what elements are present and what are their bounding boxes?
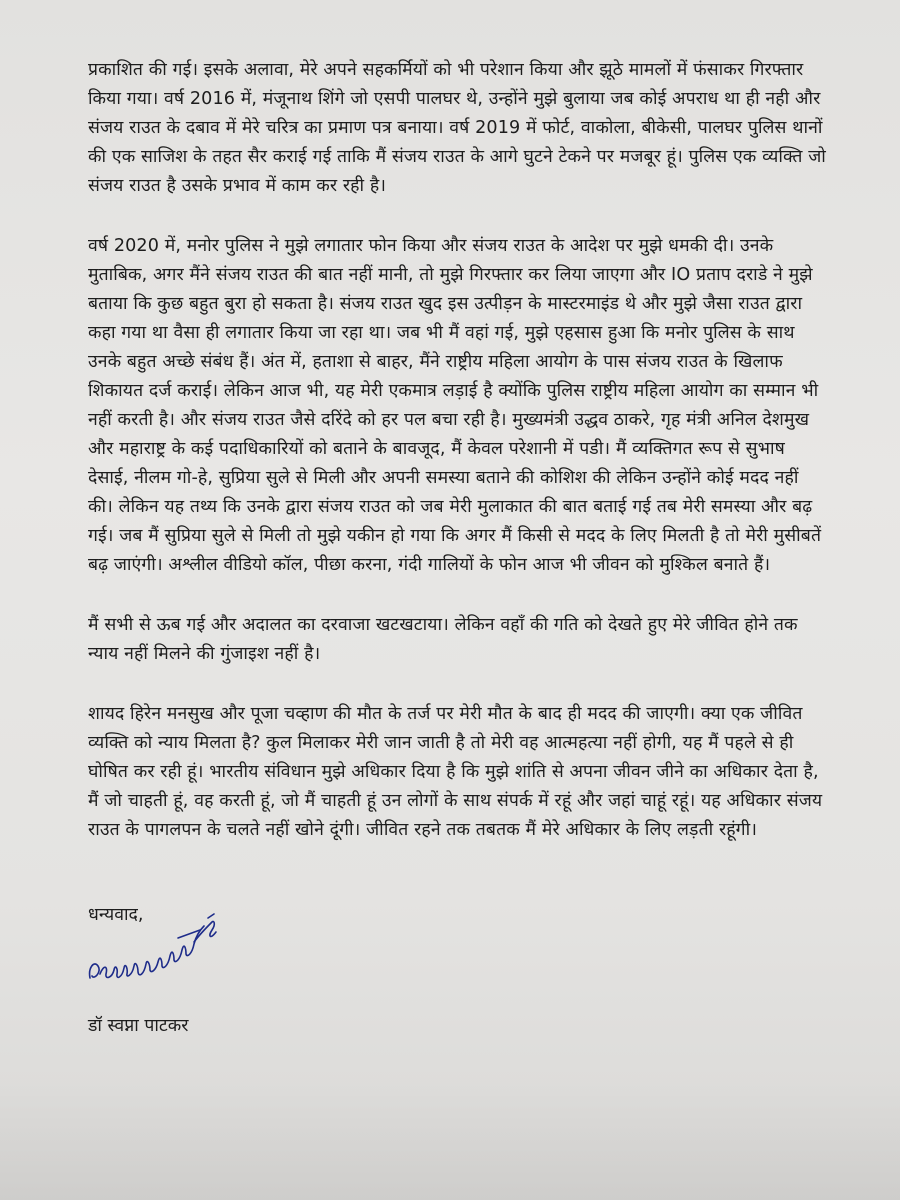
paper-shadow xyxy=(0,1080,900,1200)
signer-name: डॉ स्वप्ना पाटकर xyxy=(88,1016,189,1036)
paragraph-2: वर्ष 2020 में, मनोर पुलिस ने मुझे लगातार फोन किया और संजय राउत के आदेश पर मुझे धमकी दी। उनके मुताबिक, अगर मैंने संजय राउत की बात नहीं मानी, तो मुझे गिरफ्तार कर लिया जाएगा और IO प्रताप दराडे ने मुझे बताया कि कुछ बहुत बुरा हो सकता है। संजय राउत खुद इस उत्पीड़न के मास्टरमाइंड थे और मुझे जैसा राउत द्वारा कहा गया था वैसा ही लगातार किया जा रहा था। जब भी मैं वहां गई, मुझे एहसास हुआ कि मनोर पुलिस के साथ उनके बहुत अच्छे संबंध हैं। अंत में, हताशा से बाहर, मैंने राष्ट्रीय महिला आयोग के पास संजय राउत के खिलाफ शिकायत दर्ज कराई। लेकिन आज भी, यह मेरी एकमात्र लड़ाई है क्योंकि पुलिस राष्ट्रीय महिला आयोग का सम्मान भी नहीं करती है। और संजय राउत जैसे दरिंदे को हर पल बचा रही है। मुख्यमंत्री उद्धव ठाकरे, गृह मंत्री अनिल देशमुख और महाराष्ट्र के कई पदाधिकारियों को बताने के बावजूद, मैं केवल परेशानी में पडी। मैं व्यक्तिगत रूप से सुभाष देसाई, नीलम गो-हे, सुप्रिया सुले से मिली और अपनी समस्या बताने की कोशिश की लेकिन उन्होंने कोई मदद नहीं की। लेकिन यह तथ्य कि उनके द्वारा संजय राउत को जब मेरी मुलाकात की बात बताई गई तब मेरी समस्या और बढ़ गई। जब मैं सुप्रिया सुले से मिली तो मुझे यकीन हो गया कि अगर मैं किसी से मदद के लिए मिलती है तो मेरी मुसीबतें बढ़ जाएंगी। अश्लील वीडियो कॉल, पीछा करना, गंदी गालियों के फोन आज भी जीवन को मुश्किल बनाते हैं। xyxy=(88,236,822,575)
paragraph-1: प्रकाशित की गई। इसके अलावा, मेरे अपने सहकर्मियों को भी परेशान किया और झूठे मामलों में फंसाकर गिरफ्तार किया गया। वर्ष 2016 में, मंजूनाथ शिंगे जो एसपी पालघर थे, उन्होंने मुझे बुलाया जब कोई अपराध था ही नही और संजय राउत के दबाव में मेरे चरित्र का प्रमाण पत्र बनाया। वर्ष 2019 में फोर्ट, वाकोला, बीकेसी, पालघर पुलिस थानों की एक साजिश के तहत सैर कराई गई ताकि मैं संजय राउत के आगे घुटने टेकने पर मजबूर हूं। पुलिस एक व्यक्ति जो संजय राउत है उसके प्रभाव में काम कर रही है। xyxy=(88,60,826,196)
paragraph-4: शायद हिरेन मनसुख और पूजा चव्हाण की मौत के तर्ज पर मेरी मौत के बाद ही मदद की जाएगी। क्या एक जीवित व्यक्ति को न्याय मिलता है? कुल मिलाकर मेरी जान जाती है तो मेरी वह आत्महत्या नहीं होगी, यह मैं पहले से ही घोषित कर रही हूं। भारतीय संविधान मुझे अधिकार दिया है कि मुझे शांति से अपना जीवन जीने का अधिकार देता है, मैं जो चाहती हूं, वह करती हूं, जो मैं चाहती हूं उन लोगों के साथ संपर्क में रहूं और जहां चाहूं रहूं। यह अधिकार संजय राउत के पागलपन के चलते नहीं खोने दूंगी। जीवित रहने तक तबतक मैं मेरे अधिकार के लिए लड़ती रहूंगी। xyxy=(88,704,823,840)
handwritten-signature xyxy=(82,908,232,998)
closing-salutation: धन्यवाद, xyxy=(88,905,144,925)
letter-body xyxy=(88,56,828,876)
paragraph-3: मैं सभी से ऊब गई और अदालत का दरवाजा खटखटाया। लेकिन वहाँ की गति को देखते हुए मेरे जीवित होने तक न्याय नहीं मिलने की गुंजाइश नहीं है। xyxy=(88,615,798,664)
